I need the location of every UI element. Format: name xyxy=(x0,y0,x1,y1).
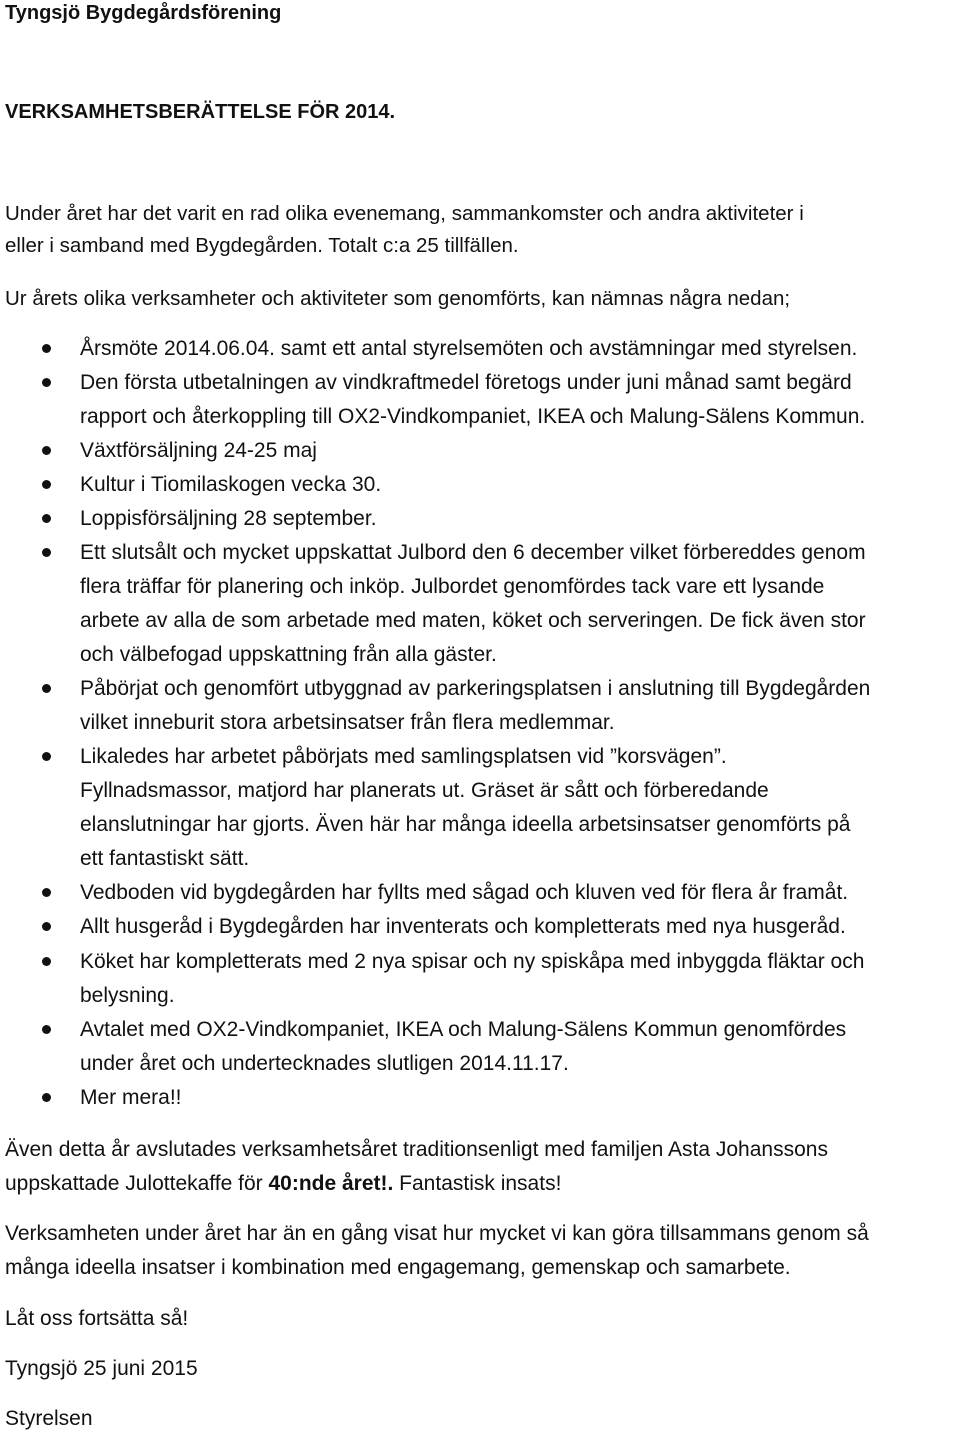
bullet-icon xyxy=(42,957,51,966)
bullet-icon xyxy=(42,480,51,489)
list-item-continued: Fyllnadsmassor, matjord har planerats ut. Gräset är sått och förberedande xyxy=(80,779,769,802)
intro-paragraph-line-1: Under året har det varit en rad olika evenemang, sammankomster och andra aktiviteter i xyxy=(5,202,804,225)
list-item-continued: arbete av alla de som arbetade med maten, köket och serveringen. De fick även stor xyxy=(80,609,866,632)
list-item-continued: belysning. xyxy=(80,984,175,1007)
summary-paragraph-line-1: Verksamheten under året har än en gång visat hur mycket vi kan göra tillsammans genom så xyxy=(5,1222,869,1245)
list-item: Växtförsäljning 24-25 maj xyxy=(80,439,317,462)
list-item-continued: under året och undertecknades slutligen 2014.11.17. xyxy=(80,1052,569,1075)
list-item-continued: ett fantastiskt sätt. xyxy=(80,847,250,870)
julotte-praise: Fantastisk insats! xyxy=(393,1172,562,1195)
list-item-continued: vilket inneburit stora arbetsinsatser från flera medlemmar. xyxy=(80,711,615,734)
list-item: Kultur i Tiomilaskogen vecka 30. xyxy=(80,473,382,496)
place-and-date: Tyngsjö 25 juni 2015 xyxy=(5,1357,198,1380)
bullet-icon xyxy=(42,446,51,455)
intro-paragraph-activities: Ur årets olika verksamheter och aktiviteter som genomförts, kan nämnas några nedan; xyxy=(5,287,791,310)
list-item: Allt husgeråd i Bygdegården har inventerats och kompletterats med nya husgeråd. xyxy=(80,915,846,938)
bullet-icon xyxy=(42,344,51,353)
julotte-text: uppskattade Julottekaffe för xyxy=(5,1172,269,1195)
summary-paragraph-line-2: många ideella insatser i kombination med engagemang, gemenskap och samarbete. xyxy=(5,1256,791,1279)
bullet-icon xyxy=(42,752,51,761)
bullet-icon xyxy=(42,1025,51,1034)
bullet-icon xyxy=(42,378,51,387)
signature: Styrelsen xyxy=(5,1407,93,1430)
list-item: Den första utbetalningen av vindkraftmedel företogs under juni månad samt begärd xyxy=(80,371,852,394)
bullet-icon xyxy=(42,1093,51,1102)
list-item: Påbörjat och genomfört utbyggnad av parkeringsplatsen i anslutning till Bygdegården xyxy=(80,677,871,700)
bullet-icon xyxy=(42,548,51,557)
document-title: VERKSAMHETSBERÄTTELSE FÖR 2014. xyxy=(5,101,396,123)
list-item: Köket har kompletterats med 2 nya spisar och ny spiskåpa med inbyggda fläktar och xyxy=(80,950,865,973)
julotte-paragraph-line-1: Även detta år avslutades verksamhetsåret traditionsenligt med familjen Asta Johanssons xyxy=(5,1138,828,1161)
list-item-continued: och välbefogad uppskattning från alla gäster. xyxy=(80,643,497,666)
bullet-icon xyxy=(42,888,51,897)
list-item: Avtalet med OX2-Vindkompaniet, IKEA och Malung-Sälens Kommun genomfördes xyxy=(80,1018,847,1041)
julotte-paragraph-line-2 xyxy=(5,1170,561,1197)
bullet-icon xyxy=(42,922,51,931)
list-item-continued: rapport och återkoppling till OX2-Vindkompaniet, IKEA och Malung-Sälens Kommun. xyxy=(80,405,866,428)
list-item-continued: elanslutningar har gjorts. Även här har många ideella arbetsinsatser genomförts på xyxy=(80,813,851,836)
list-item: Mer mera!! xyxy=(80,1086,182,1109)
julotte-anniversary: 40:nde året!. xyxy=(268,1172,394,1195)
list-item: Ett slutsålt och mycket uppskattat Julbord den 6 december vilket förbereddes genom xyxy=(80,541,866,564)
organization-name: Tyngsjö Bygdegårdsförening xyxy=(5,2,282,24)
list-item: Loppisförsäljning 28 september. xyxy=(80,507,377,530)
list-item-continued: flera träffar för planering och inköp. Julbordet genomfördes tack vare ett lysande xyxy=(80,575,825,598)
list-item: Likaledes har arbetet påbörjats med samlingsplatsen vid ”korsvägen”. xyxy=(80,745,727,768)
intro-paragraph-line-2: eller i samband med Bygdegården. Totalt c:a 25 tillfällen. xyxy=(5,234,519,257)
list-item: Årsmöte 2014.06.04. samt ett antal styrelsemöten och avstämningar med styrelsen. xyxy=(80,337,858,360)
bullet-icon xyxy=(42,684,51,693)
encouragement: Låt oss fortsätta så! xyxy=(5,1307,189,1330)
list-item: Vedboden vid bygdegården har fyllts med sågad och kluven ved för flera år framåt. xyxy=(80,881,849,904)
bullet-icon xyxy=(42,514,51,523)
